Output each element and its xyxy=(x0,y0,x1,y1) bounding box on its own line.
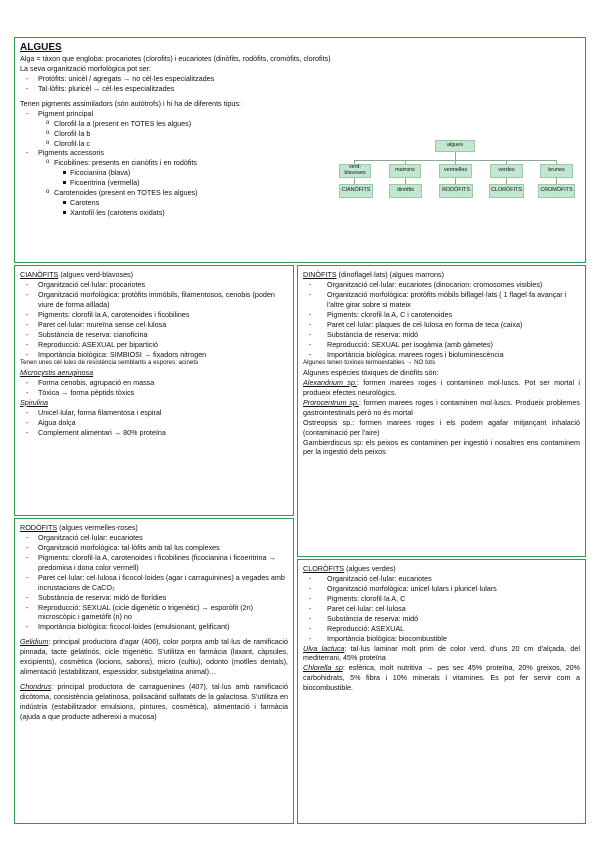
dinofits-section xyxy=(297,265,586,557)
cloro-item: - Substància de reserva: midó xyxy=(303,614,580,624)
org-item-protofits: - Protòfits: unicèl / agregats → no cèl·les especialitzades xyxy=(20,74,580,84)
dinofits-title: DINÒFITS (dinoflagel·lats) (algues marrons) xyxy=(303,270,445,279)
rodo-item: - Paret cel·lular: cel·lulosa i ficocol·loides (agar i carraguinines) a vegades amb incrustacions de CaCO₃ xyxy=(20,573,288,593)
page-title: ALGUES xyxy=(20,42,62,53)
diagram-group-node: dinòfits xyxy=(389,184,422,198)
diagram-color-node: marrons xyxy=(389,164,421,178)
rodo-item: - Reproducció: SEXUAL (cicle digenètic o trigenètic) → esporòfit (2n) microscòpic i gametòfit (n) no xyxy=(20,603,288,623)
dino-item: - Importància biològica: marees roges i bioluminescència xyxy=(303,350,580,360)
dino-item: - Substància de reserva: midó xyxy=(303,330,580,340)
dino-item: - Organització morfològica: protòfits mòbils biflagel·lats ( 1 flagel·fa avançar i l'altre girar sobre si mateix xyxy=(303,290,580,310)
ficoeritrina: Ficoeritrina (vermella) xyxy=(20,178,580,188)
cloro-item: - Organització cel·lular: eucariotes xyxy=(303,574,580,584)
clorofits-title: CLORÒFITS (algues verdes) xyxy=(303,564,396,573)
algae-classification-diagram xyxy=(339,140,575,210)
cloro-item: - Reproducció: ASEXUAL xyxy=(303,624,580,634)
diagram-root-node: algues xyxy=(435,140,475,152)
diagram-group-node: RODÒFITS xyxy=(439,184,473,198)
cian-item: - Reproducció: ASEXUAL per bipartició xyxy=(20,340,288,350)
intro-text: Alga = tàxon que engloba: procariotes (clorofits) i eucariotes (dinòfits, rodòfits, cromòfits, clorofits) xyxy=(20,54,331,63)
cloro-item: - Pigments: clorofil·la A, C xyxy=(303,594,580,604)
cloro-item: - Importància biològica: biocombustible xyxy=(303,634,580,644)
diagram-color-node: vermelles xyxy=(439,164,472,178)
species-item: - Forma cenobis, agrupació en massa xyxy=(20,378,288,388)
cian-item: - Substància de reserva: cianoficina xyxy=(20,330,288,340)
rodo-item: - Organització morfològica: tal·lòfits amb tal·lus complexes xyxy=(20,543,288,553)
cianofits-title: CIANÒFITS (algues verd-blavoses) xyxy=(20,270,134,279)
species-item: - Unicel·lular, forma filamentosa i espiral xyxy=(20,408,288,418)
pigment-principal: - Pigment principal xyxy=(20,109,580,119)
diagram-color-node: verdes xyxy=(490,164,523,178)
cian-item: - Organització morfològica: protòfits immòbils, filamentosos, cenobis (poden viure de forma aïllada) xyxy=(20,290,288,310)
dino-note: Algunes tenen toxines termoestables → NO tots xyxy=(303,359,436,367)
dino-item: - Paret cel·lular: plaques de cel·lulosa en forma de teca (caixa) xyxy=(303,320,580,330)
species-name: Microcystis aeruginosa xyxy=(20,367,94,377)
clorofila-a: o Clorofil·la a (present en TOTES les algues) xyxy=(20,119,580,129)
cloro-item: - Organització morfològica: unicel·lulars i pluricel·lulars xyxy=(303,584,580,594)
carotens: Carotens xyxy=(20,198,580,208)
diagram-color-node: verd-blavoses xyxy=(339,164,371,178)
species-item: - Complement alimentari → 80% proteïna xyxy=(20,428,288,438)
species-ulva: Ulva lactuca: tal·lus laminar molt prim de color verd, d'uns 20 cm d'alçada, del mediterrani, 45% proteïna xyxy=(303,643,580,663)
diagram-group-node: CROMÒFITS xyxy=(538,184,575,198)
clorofila-c: o Clorofil·la c xyxy=(20,139,580,149)
pigments-accessoris: - Pigments accessoris xyxy=(20,148,580,158)
cloro-item: - Paret cel·lular: cel·lulosa xyxy=(303,604,580,614)
cian-item: - Organització cel·lular: procariotes xyxy=(20,280,288,290)
cian-item: - Importància biològica: SIMBIOSI → fixadors nitrogen xyxy=(20,350,288,360)
dino-item: - Organització cel·lular: eucariotes (dinocarion: cromosomes visibles) xyxy=(303,280,580,290)
pigments-intro: Tenen pigments assimiladors (són autòtrofs) i hi ha de diferents tipus: xyxy=(20,98,241,108)
cian-note: Tenen unes cèl·lules de resistència semblants a espores: acinets xyxy=(20,359,199,367)
species-prorocentrum: Prorocentrum sp.: formen marees roges i contaminen mol·luscs. Produeix problemes gastrointestinals però no és mortal xyxy=(303,397,580,417)
species-item: - Tòxica → forma pèptids tòxics xyxy=(20,388,288,398)
cian-item: - Pigments: clorofil·la A, carotenoides i ficobilines xyxy=(20,310,288,320)
species-chondrus: Chondrus: principal productora de carraguenines (407), tal·lus amb ramificació dicòtoma, consistència gelatinosa, polisacàrid sulfatats de la galactosa. S'utilitza en indústria (estabilitzador emulsions, pintures, cosmètica), alimentació i farmàcia (ajuda a que producte adhereixi a mucosa) xyxy=(20,682,288,721)
rodofits-title: RODÒFITS (algues vermelles-roses) xyxy=(20,523,138,532)
rodo-item: - Substància de reserva: midó de florídies xyxy=(20,593,288,603)
species-item: - Aigua dolça xyxy=(20,418,288,428)
rodo-item: - Importància biològica: ficocol·loides (emulsionant, gelificant) xyxy=(20,622,288,632)
xantofil: Xantofil·les (carotens oxidats) xyxy=(20,208,580,218)
dino-note: Algunes espècies tòxiques de dinòfits són: xyxy=(303,367,439,377)
cianofits-section xyxy=(14,265,294,516)
rodo-item: - Pigments: clorofil·la A, carotenoides i ficobilines (ficocianina i ficoeritrina → predomina i dona color vermell) xyxy=(20,553,288,573)
ficocianina: Ficocianina (blava) xyxy=(20,168,580,178)
species-gelidium: Gelidium: principal productora d'agar (406), color porpra amb tal·lus de ramificació pinnada, tacte gelatinós, cicle trigenètic. S'utilitza en farmàcia (laxant, càpsules, excipients), cosmètica (locions, sabons), micro (cultiu), odonto (motlles dentals), alimentació (estabilitzant, espessidor, substgelatina animal)… xyxy=(20,637,288,677)
dino-item: - Reproducció: SEXUAL per isogàmia (amb gàmetes) xyxy=(303,340,580,350)
diagram-group-node: CIANÒFITS xyxy=(339,184,373,198)
diagram-color-node: brunes xyxy=(540,164,573,178)
clorofila-b: o Clorofil·la b xyxy=(20,129,580,139)
org-item-tallofits: - Tal·lòfits: pluricèl → cèl·les especialitzades xyxy=(20,84,580,94)
species-chlorella: Chlorella sp: esfèrica, molt nutritiva → pes sec 45% proteïna, 20% greixos, 20% carbohidrats, 5% fibra i 10% minerals i vitamines. Es pot fer servir com a biocombustible. xyxy=(303,663,581,693)
clorofits-section xyxy=(297,559,586,824)
carotenoides: o Carotenoides (present en TOTES les algues) xyxy=(20,188,580,198)
diagram-group-node: CLORÒFITS xyxy=(489,184,524,198)
species-alexandrium: Alexandrium sp.: formen marees roges i contaminen mol·luscs. Pot ser mortal i produeix efectes neurològics. xyxy=(303,377,580,397)
species-gambierdiscus: Gambierdiscus sp: els peixos es contaminen per ingestió i nosaltres ens contaminem per la ingestió dels peixos xyxy=(303,437,580,457)
org-intro: La seva organització morfològica pot ser: xyxy=(20,63,152,73)
species-ostreopsis: Ostreopsis sp.: formen marees roges i els podem agafar mitjançant inhalació (contaminació per l'aire) xyxy=(303,417,580,437)
rodofits-section xyxy=(14,518,294,824)
cian-item: - Paret cel·lular: mureïna sense cel·lulosa xyxy=(20,320,288,330)
rodo-item: - Organització cel·lular: eucariotes xyxy=(20,533,288,543)
dino-item: - Pigments: clorofil·la A, C i carotenoides xyxy=(303,310,580,320)
species-name: Spirulina xyxy=(20,397,48,407)
ficobilines: o Ficobilines: presents en cianòfits i en rodòfits xyxy=(20,158,580,168)
